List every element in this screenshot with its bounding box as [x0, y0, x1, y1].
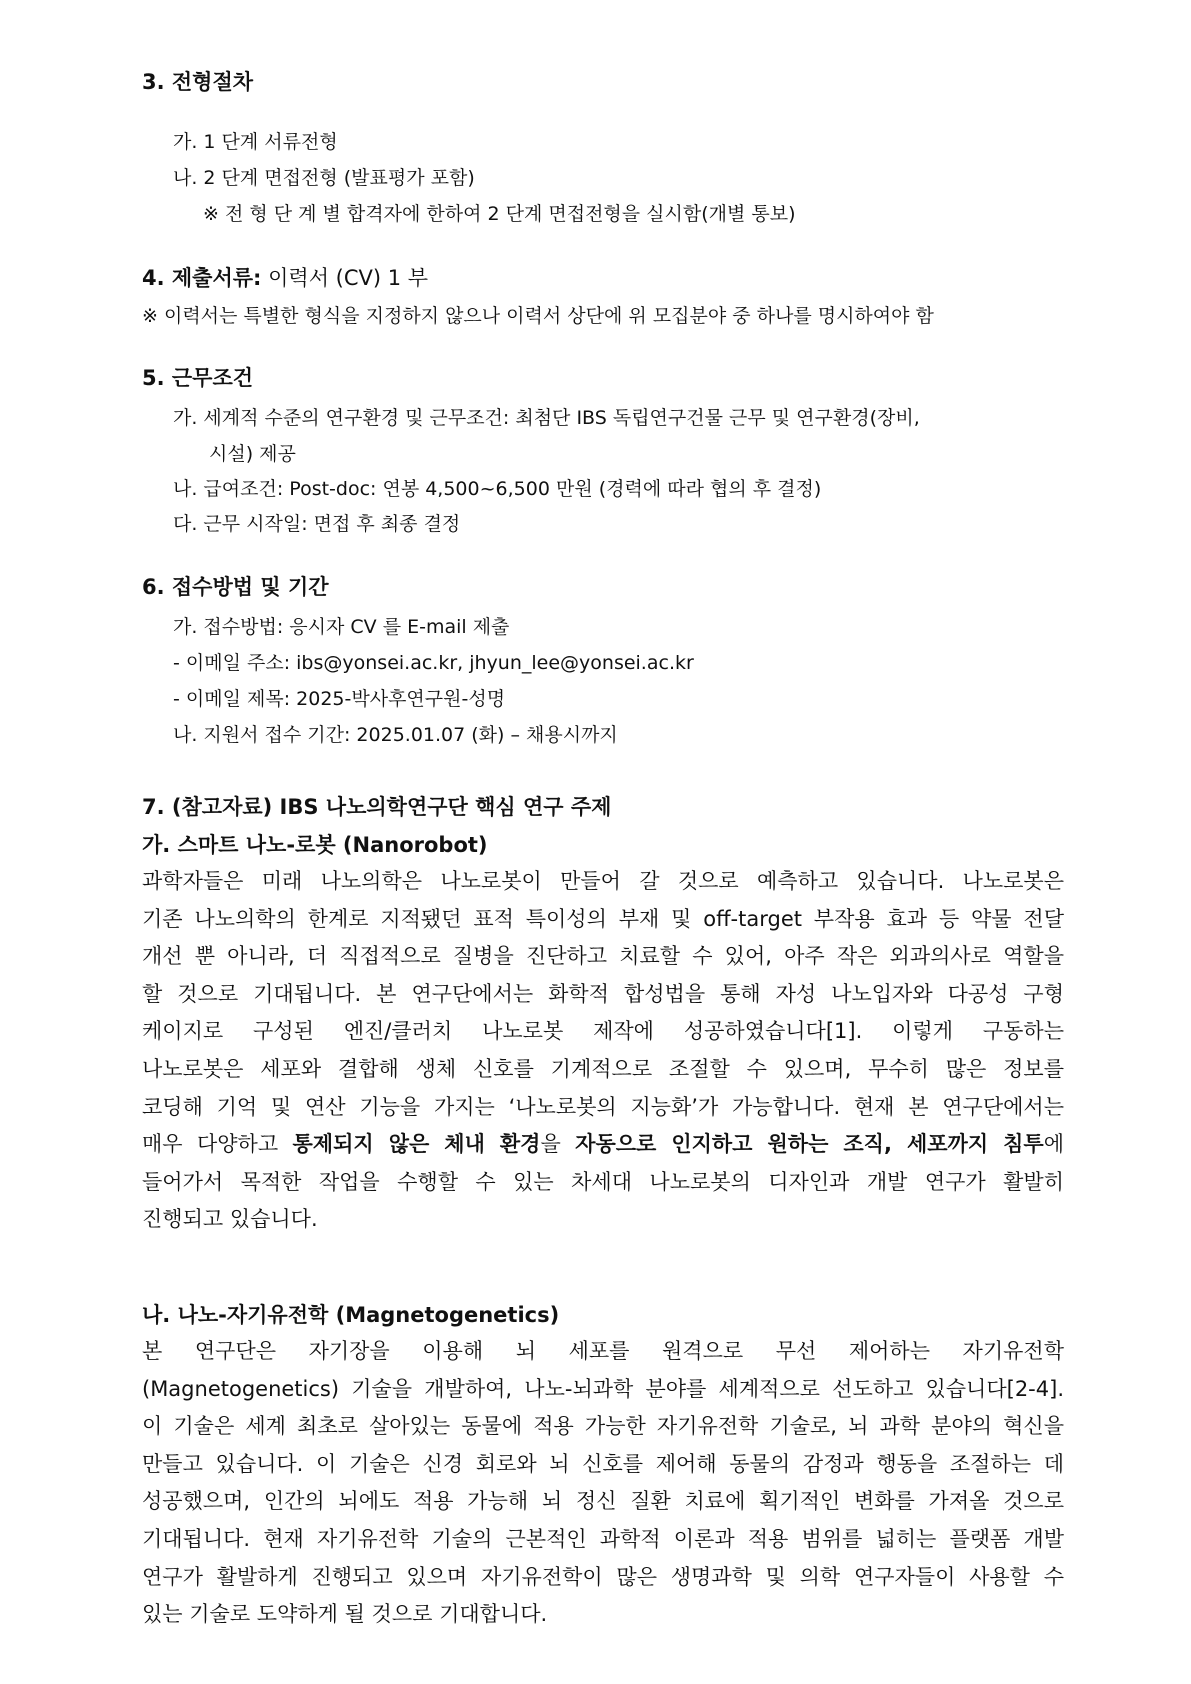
paragraph-line: 개선 뿐 아니라, 더 직접적으로 질병을 진단하고 치료할 수 있어, 아주 작은 외과의사로 역할을 [142, 944, 1064, 969]
paragraph-line: 있는 기술로 도약하게 될 것으로 기대합니다. [142, 1602, 548, 1627]
paragraph-line: 진행되고 있습니다. [142, 1207, 318, 1232]
nanorobot-subtitle: 가. 스마트 나노-로봇 (Nanorobot) [142, 833, 488, 857]
paragraph-line: 본 연구단은 자기장을 이용해 뇌 세포를 원격으로 무선 제어하는 자기유전학 [142, 1339, 1064, 1363]
paragraph-line: 이 기술은 세계 최초로 살아있는 동물에 적용 가능한 자기유전학 기술로, 뇌 과학 분야의 혁신을 [142, 1414, 1064, 1439]
section-3-item-1: 가. 1 단계 서류전형 [173, 131, 338, 153]
section-5-item-1a: 가. 세계적 수준의 연구환경 및 근무조건: 최첨단 IBS 독립연구건물 근무 및 연구환경(장비, [173, 407, 920, 429]
text-run: 에 [1043, 1132, 1065, 1157]
paragraph-line: 케이지로 구성된 엔진/클러치 나노로봇 제작에 성공하였습니다[1]. 이렇게 구동하는 [142, 1019, 1064, 1044]
section-7-title: 7. (참고자료) IBS 나노의학연구단 핵심 연구 주제 [142, 795, 612, 819]
section-6-item-1: 가. 접수방법: 응시자 CV 를 E-mail 제출 [173, 616, 510, 638]
paragraph-line: 과학자들은 미래 나노의학은 나노로봇이 만들어 갈 것으로 예측하고 있습니다. 나노로봇은 [142, 869, 1064, 893]
section-5-title: 5. 근무조건 [142, 366, 254, 390]
text-run: 을 [540, 1132, 576, 1157]
paragraph-line: 만들고 있습니다. 이 기술은 신경 회로와 뇌 신호를 제어해 동물의 감정과 행동을 조절하는 데 [142, 1451, 1064, 1476]
paragraph-line: 연구가 활발하게 진행되고 있으며 자기유전학이 많은 생명과학 및 의학 연구자들이 사용할 수 [142, 1564, 1064, 1589]
paragraph-line: (Magnetogenetics) 기술을 개발하여, 나노-뇌과학 분야를 세계적으로 선도하고 있습니다[2-4]. [142, 1376, 1064, 1401]
emphasis-run: 통제되지 않은 체내 환경 [292, 1132, 541, 1157]
paragraph-line-emphasis [142, 1126, 1064, 1164]
section-3-item-2: 나. 2 단계 면접전형 (발표평가 포함) [173, 167, 475, 189]
section-6-subject: - 이메일 제목: 2025-박사후연구원-성명 [173, 688, 506, 710]
section-6-item-2: 나. 지원서 접수 기간: 2025.01.07 (화) – 채용시까지 [173, 724, 618, 746]
section-4-title: 4. 제출서류: [142, 266, 262, 290]
section-6-email: - 이메일 주소: ibs@yonsei.ac.kr, jhyun_lee@yonsei.ac.kr [173, 652, 694, 674]
text-run: 매우 다양하고 [142, 1132, 293, 1157]
paragraph-line: 나노로봇은 세포와 결합해 생체 신호를 기계적으로 조절할 수 있으며, 무수히 많은 정보를 [142, 1056, 1064, 1081]
paragraph-line: 기존 나노의학의 한계로 지적됐던 표적 특이성의 부재 및 off-target 부작용 효과 등 약물 전달 [142, 906, 1064, 931]
magnetogenetics-paragraph [142, 1333, 1064, 1634]
section-3-note: ※ 전 형 단 계 별 합격자에 한하여 2 단계 면접전형을 실시함(개별 통보) [203, 203, 796, 225]
section-4-heading [142, 262, 428, 292]
paragraph-line: 할 것으로 기대됩니다. 본 연구단에서는 화학적 합성법을 통해 자성 나노입자와 다공성 구형 [142, 981, 1064, 1006]
paragraph-line: 기대됩니다. 현재 자기유전학 기술의 근본적인 과학적 이론과 적용 범위를 넓히는 플랫폼 개발 [142, 1526, 1064, 1551]
section-5-item-2: 나. 급여조건: Post-doc: 연봉 4,500~6,500 만원 (경력에 따라 협의 후 결정) [173, 478, 822, 500]
section-5-item-1b: 시설) 제공 [209, 443, 296, 465]
section-5-item-3: 다. 근무 시작일: 면접 후 최종 결정 [173, 513, 461, 535]
section-4-note: ※ 이력서는 특별한 형식을 지정하지 않으나 이력서 상단에 위 모집분야 중 하나를 명시하여야 함 [142, 305, 934, 327]
emphasis-run: 자동으로 인지하고 원하는 조직, 세포까지 침투 [575, 1132, 1044, 1157]
paragraph-line: 코딩해 기억 및 연산 기능을 가지는 ‘나노로봇의 지능화’가 가능합니다. 현재 본 연구단에서는 [142, 1094, 1064, 1119]
paragraph-line: 들어가서 목적한 작업을 수행할 수 있는 차세대 나노로봇의 디자인과 개발 연구가 활발히 [142, 1169, 1064, 1194]
section-4-value: 이력서 (CV) 1 부 [261, 266, 429, 290]
nanorobot-paragraph [142, 863, 1064, 1239]
section-6-title: 6. 접수방법 및 기간 [142, 575, 329, 599]
magnetogenetics-subtitle: 나. 나노-자기유전학 (Magnetogenetics) [142, 1303, 560, 1327]
paragraph-line: 성공했으며, 인간의 뇌에도 적용 가능해 뇌 정신 질환 치료에 획기적인 변화를 가져올 것으로 [142, 1489, 1064, 1514]
section-3-title: 3. 전형절차 [142, 70, 254, 94]
